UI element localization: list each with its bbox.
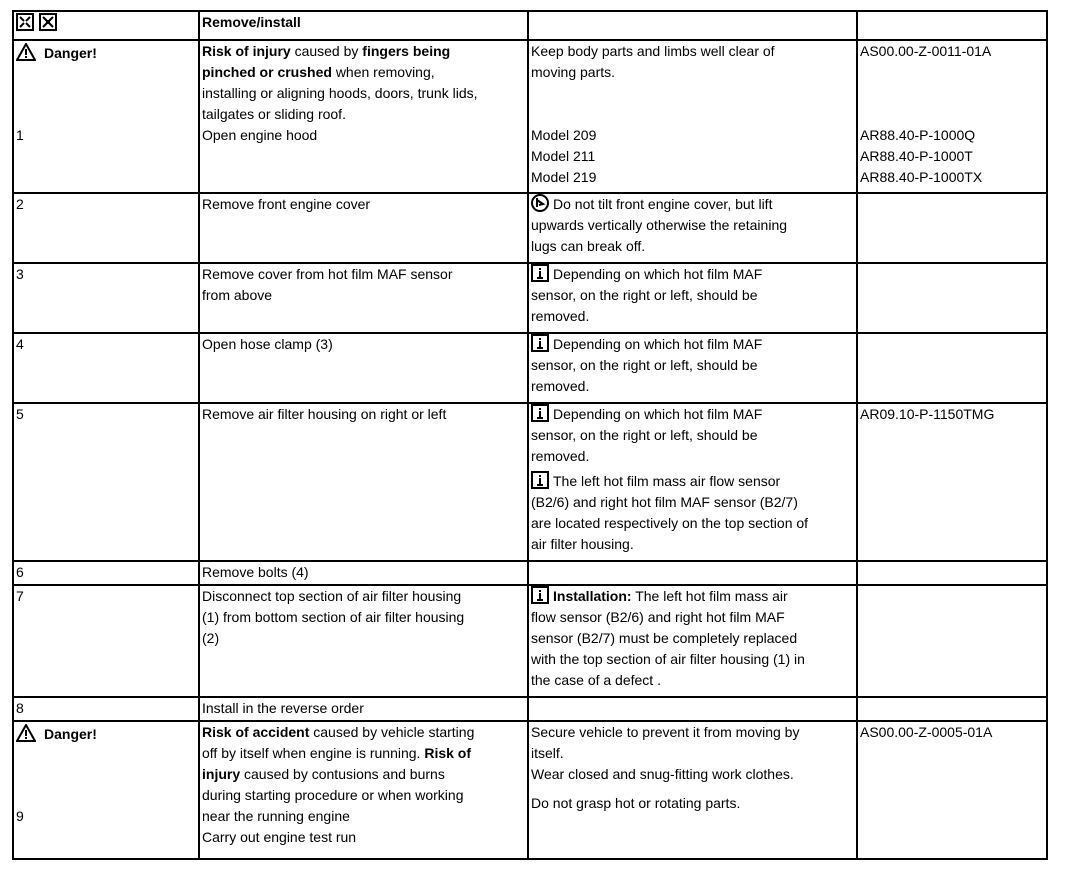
risk-emphasis: fingers being (362, 43, 451, 59)
risk-emphasis: injury (202, 766, 241, 782)
info-note: removed. (531, 448, 590, 464)
note-cell (528, 721, 857, 859)
risk-cell (199, 721, 528, 859)
step-action: (1) from bottom section of air filter housing (202, 609, 465, 625)
info-note: sensor, on the right or left, should be (531, 287, 758, 303)
risk-text: during starting procedure or when working (202, 787, 464, 803)
reference-link[interactable]: AR09.10-P-1150TMG (860, 406, 995, 422)
info-icon (531, 471, 549, 489)
risk-text: caused by vehicle starting (313, 724, 475, 740)
reference-link[interactable]: AR88.40-P-1000TX (860, 169, 983, 185)
info-note: air filter housing. (531, 536, 634, 552)
table-row (13, 721, 1047, 859)
step-action: Remove bolts (4) (202, 564, 309, 580)
note-cell (528, 697, 857, 721)
reference-link[interactable]: AS00.00-Z-0005-01A (860, 724, 993, 740)
step-action: Remove cover from hot film MAF sensor (202, 266, 453, 282)
model-label: Model 211 (531, 148, 596, 164)
info-note: removed. (531, 308, 590, 324)
caution-note: upwards vertically otherwise the retaining (531, 217, 788, 233)
reference-cell (857, 721, 1047, 859)
action-cell (199, 333, 528, 403)
step-number: 8 (16, 700, 24, 716)
safety-note: moving parts. (531, 64, 616, 80)
action-cell (199, 697, 528, 721)
step-number: 1 (16, 127, 24, 143)
risk-cell (199, 40, 528, 193)
info-note: sensor, on the right or left, should be (531, 427, 758, 443)
info-icon (531, 264, 549, 282)
step-number-cell (13, 263, 199, 333)
warning-triangle-icon (16, 43, 36, 61)
step-action: Install in the reverse order (202, 700, 364, 716)
step-action: Remove air filter housing on right or left (202, 406, 447, 422)
step-number-cell (13, 561, 199, 585)
info-note: sensor, on the right or left, should be (531, 357, 758, 373)
safety-note: Keep body parts and limbs well clear of (531, 43, 775, 59)
info-note: Depending on which hot film MAF (553, 406, 763, 422)
info-note: the case of a defect . (531, 672, 661, 688)
info-note: sensor (B2/7) must be completely replaced (531, 630, 798, 646)
reference-link[interactable]: AR88.40-P-1000T (860, 148, 973, 164)
safety-note: Do not grasp hot or rotating parts. (531, 795, 741, 811)
table-row (13, 193, 1047, 263)
note-cell (528, 585, 857, 697)
note-cell (528, 263, 857, 333)
note-cell (528, 403, 857, 561)
safety-note: Wear closed and snug-fitting work clothes. (531, 766, 794, 782)
info-note: are located respectively on the top section of (531, 515, 809, 531)
risk-text: off by itself when engine is running. (202, 745, 421, 761)
danger-label: Danger! (44, 45, 97, 61)
procedure-table (12, 10, 1048, 860)
remove-install-icon (16, 13, 58, 31)
table-row (13, 585, 1047, 697)
step-number: 3 (16, 266, 24, 282)
step-number: 5 (16, 406, 24, 422)
info-note: removed. (531, 378, 590, 394)
danger-cell (13, 721, 199, 859)
info-note: with the top section of air filter housing (1) in (531, 651, 805, 667)
info-note: The left hot film mass air flow sensor (553, 473, 781, 489)
page-title: Remove/install (202, 14, 301, 30)
step-number: 7 (16, 588, 24, 604)
step-action: from above (202, 287, 273, 303)
installation-heading: Installation: (553, 588, 632, 604)
header-icons-cell (13, 11, 199, 40)
step-number-cell (13, 333, 199, 403)
step-action: Disconnect top section of air filter housing (202, 588, 462, 604)
reference-cell (857, 561, 1047, 585)
table-row (13, 263, 1047, 333)
risk-text: tailgates or sliding roof. (202, 106, 346, 122)
action-cell (199, 403, 528, 561)
caution-note: Do not tilt front engine cover, but lift (553, 196, 773, 212)
danger-label: Danger! (44, 726, 97, 742)
action-cell (199, 263, 528, 333)
table-row (13, 561, 1047, 585)
reference-cell (857, 585, 1047, 697)
action-cell (199, 585, 528, 697)
note-cell (528, 561, 857, 585)
risk-heading: Risk of accident (202, 724, 310, 740)
risk-text: installing or aligning hoods, doors, trunk lids, (202, 85, 478, 101)
safety-note: itself. (531, 745, 564, 761)
caution-note: lugs can break off. (531, 238, 646, 254)
note-cell (528, 193, 857, 263)
reference-cell (857, 403, 1047, 561)
note-cell (528, 333, 857, 403)
note-cell (528, 40, 857, 193)
info-note: The left hot film mass air (635, 588, 788, 604)
step-number: 6 (16, 564, 24, 580)
risk-text: caused by contusions and burns (244, 766, 445, 782)
safety-note: Secure vehicle to prevent it from moving by (531, 724, 800, 740)
step-number-cell (13, 697, 199, 721)
header-title-cell (199, 11, 528, 40)
step-number: 4 (16, 336, 24, 352)
reference-cell (857, 333, 1047, 403)
reference-cell (857, 193, 1047, 263)
danger-cell (13, 40, 199, 193)
action-cell (199, 561, 528, 585)
step-number: 9 (16, 808, 24, 824)
info-icon (531, 404, 549, 422)
reference-cell (857, 40, 1047, 193)
step-number-cell (13, 403, 199, 561)
table-row (13, 333, 1047, 403)
risk-text: caused by (294, 43, 359, 59)
step-action: (2) (202, 630, 220, 646)
table-row (13, 40, 1047, 193)
info-note: flow sensor (B2/6) and right hot film MAF (531, 609, 785, 625)
step-action: Open hose clamp (3) (202, 336, 333, 352)
warning-triangle-icon (16, 724, 36, 742)
step-action: Open engine hood (202, 127, 318, 143)
header-empty-cell (528, 11, 857, 40)
action-cell (199, 193, 528, 263)
info-icon (531, 586, 549, 604)
risk-heading: Risk of (424, 745, 472, 761)
table-row (13, 697, 1047, 721)
reference-link[interactable]: AR88.40-P-1000Q (860, 127, 976, 143)
risk-text: when removing, (335, 64, 435, 80)
step-action: Carry out engine test run (202, 829, 357, 845)
info-note: Depending on which hot film MAF (553, 266, 763, 282)
reference-link[interactable]: AS00.00-Z-0011-01A (860, 43, 992, 59)
caution-pointer-icon (531, 194, 549, 212)
info-note: Depending on which hot film MAF (553, 336, 763, 352)
step-number-cell (13, 193, 199, 263)
step-number: 2 (16, 196, 24, 212)
table-row (13, 403, 1047, 561)
risk-text: near the running engine (202, 808, 350, 824)
model-label: Model 209 (531, 127, 597, 143)
header-empty-cell (857, 11, 1047, 40)
info-icon (531, 334, 549, 352)
reference-cell (857, 263, 1047, 333)
risk-heading: Risk of injury (202, 43, 291, 59)
header-row (13, 11, 1047, 40)
reference-cell (857, 697, 1047, 721)
info-note: (B2/6) and right hot film MAF sensor (B2/7) (531, 494, 798, 510)
step-number-cell (13, 585, 199, 697)
step-action: Remove front engine cover (202, 196, 371, 212)
model-label: Model 219 (531, 169, 597, 185)
risk-emphasis: pinched or crushed (202, 64, 332, 80)
